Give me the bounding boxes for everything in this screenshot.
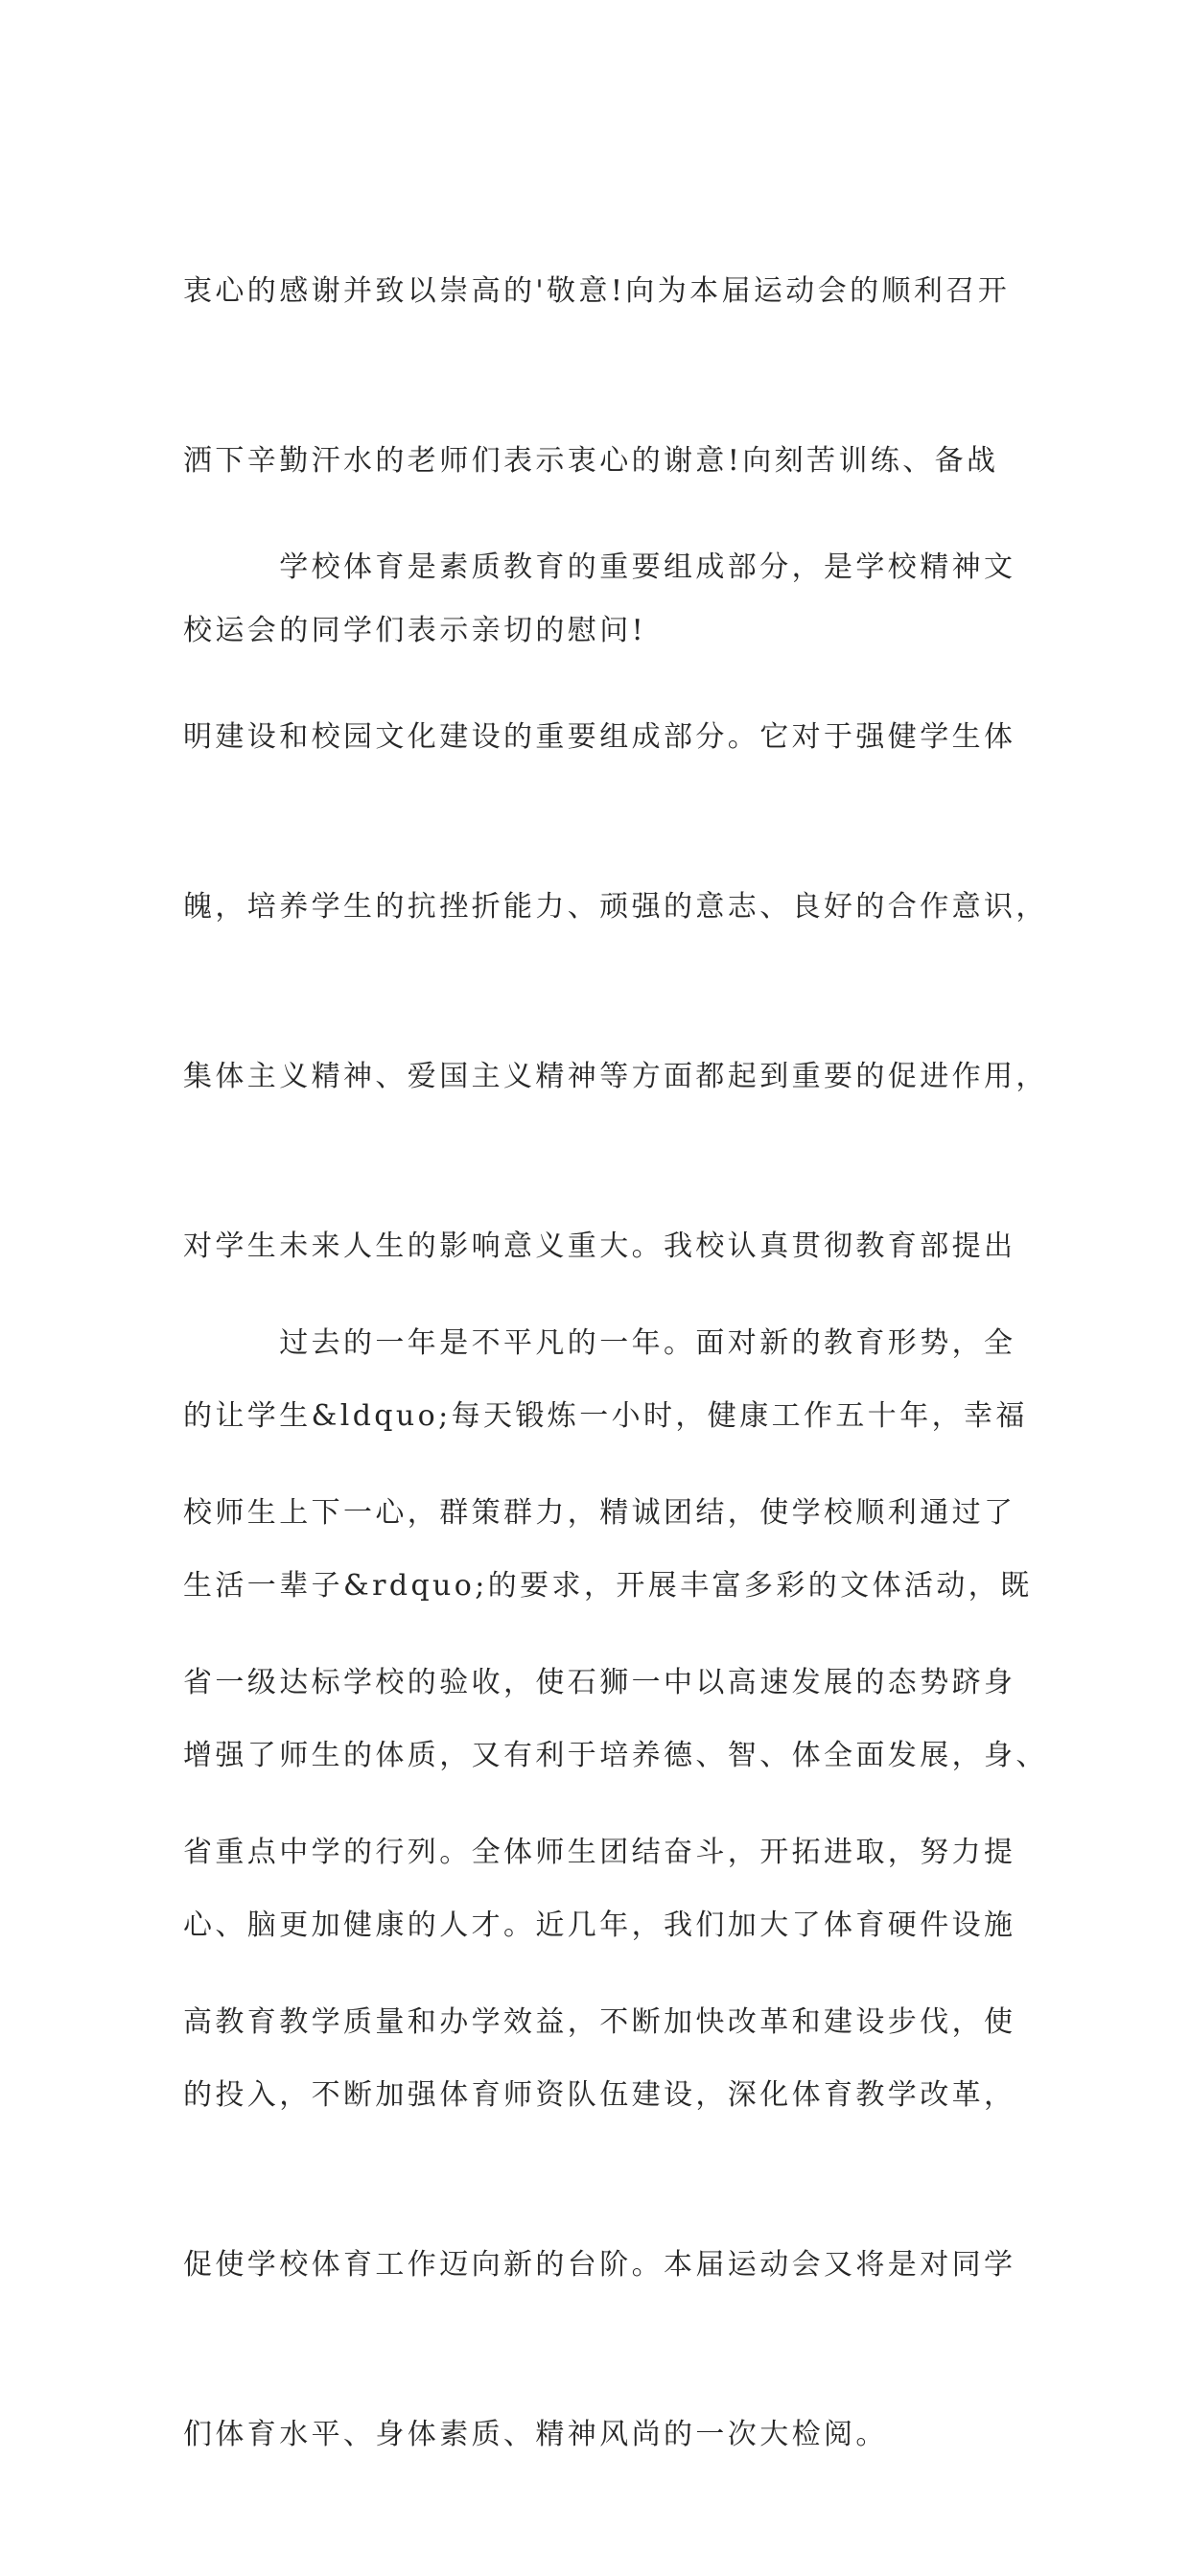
text-line: 过去的一年是不平凡的一年。面对新的教育形势，全: [183, 1326, 1016, 1360]
text-line: 促使学校体育工作迈向新的台阶。本届运动会又将是对同学: [183, 2248, 1016, 2282]
text-line: 省一级达标学校的验收，使石狮一中以高速发展的态势跻身: [183, 1666, 1016, 1699]
text-line: 学校体育是素质教育的重要组成部分，是学校精神文: [183, 550, 1016, 584]
text-line: 校运会的同学们表示亲切的慰问!: [183, 614, 647, 647]
text-line: 洒下辛勤汗水的老师们表示衷心的谢意!向刻苦训练、备战: [183, 444, 999, 478]
text-line: 高教育教学质量和办学效益，不断加快改革和建设步伐，使: [183, 2005, 1016, 2039]
text-line: 魄，培养学生的抗挫折能力、顽强的意志、良好的合作意识，: [183, 890, 1048, 924]
paragraph-3: [183, 1202, 1048, 2164]
text-line: 省重点中学的行列。全体师生团结奋斗，开拓进取，努力提: [183, 1836, 1016, 1869]
text-line: 的投入，不断加强体育师资队伍建设，深化体育教学改革，: [183, 2078, 1016, 2112]
text-line: 们体育水平、身体素质、精神风尚的一次大检阅。: [183, 2418, 888, 2451]
text-line: 的让学生&ldquo;每天锻炼一小时，健康工作五十年，幸福: [183, 1399, 1028, 1433]
text-line: 集体主义精神、爱国主义精神等方面都起到重要的促进作用，: [183, 1060, 1048, 1093]
text-line: 衷心的感谢并致以崇高的'敬意!向为本届运动会的顺利召开: [183, 274, 1011, 308]
text-line: 生活一辈子&rdquo;的要求，开展丰富多彩的文体活动，既: [183, 1569, 1033, 1603]
text-line: 明建设和校园文化建设的重要组成部分。它对于强健学生体: [183, 720, 1016, 754]
text-line: 对学生未来人生的影响意义重大。我校认真贯彻教育部提出: [183, 1229, 1016, 1263]
text-line: 校师生上下一心，群策群力，精诚团结，使学校顺利通过了: [183, 1496, 1016, 1530]
text-line: 心、脑更加健康的人才。近几年，我们加大了体育硬件设施: [183, 1909, 1016, 1942]
text-line: 增强了师生的体质，又有利于培养德、智、体全面发展，身、: [183, 1739, 1048, 1772]
